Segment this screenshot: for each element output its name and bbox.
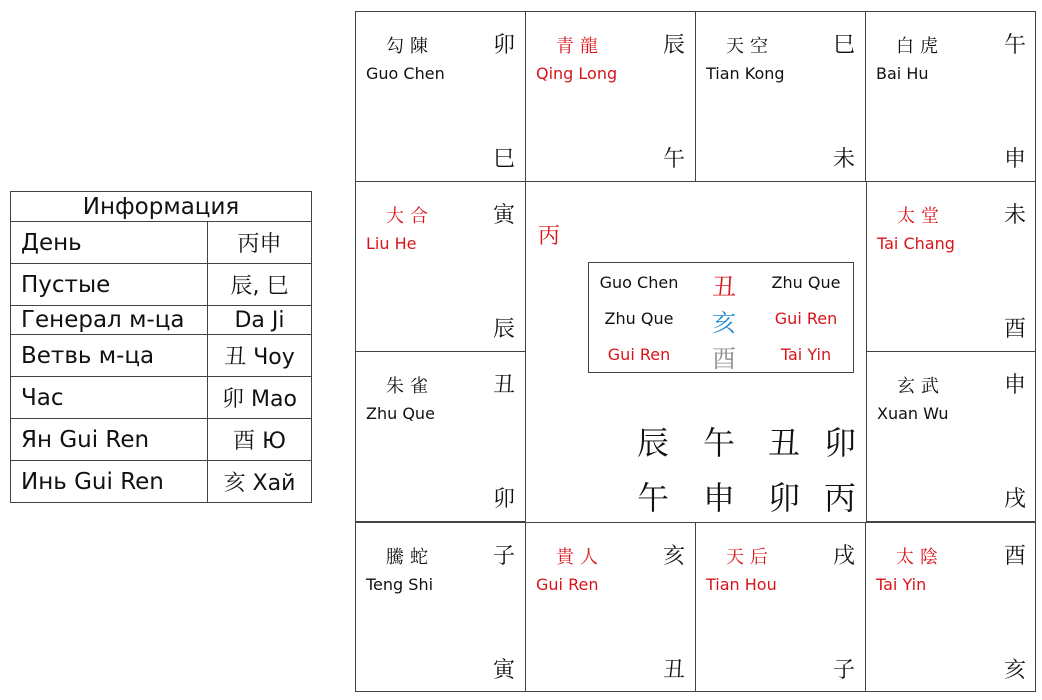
lesson-top-char: 午: [702, 424, 736, 462]
general-hanzi: 青龍: [556, 36, 604, 57]
general-hanzi: 玄武: [897, 376, 945, 397]
transmission-left: Gui Ren: [607, 345, 671, 364]
info-label: Ян Gui Ren: [11, 419, 208, 461]
earth-branch: 午: [662, 147, 685, 172]
info-value: 丙申: [208, 222, 312, 264]
info-row: [11, 335, 312, 377]
lesson-bottom-char: 丙: [823, 479, 857, 517]
heaven-branch: 戌: [832, 544, 855, 569]
earth-branch: 辰: [492, 317, 515, 342]
lesson-top-char: 丑: [767, 424, 801, 462]
heaven-branch: 酉: [1003, 544, 1026, 569]
general-pinyin: Tai Chang: [877, 234, 955, 253]
transmission-char: 丑: [712, 273, 736, 301]
info-label: Час: [11, 377, 208, 419]
earth-branch: 申: [1003, 147, 1026, 172]
info-value: 卯 Mao: [208, 377, 312, 419]
heaven-branch: 午: [1003, 33, 1026, 58]
general-pinyin: Qing Long: [536, 64, 618, 83]
info-value: 辰, 巳: [208, 264, 312, 306]
info-row: [11, 306, 312, 335]
general-hanzi: 白虎: [896, 36, 944, 57]
general-hanzi: 騰蛇: [386, 547, 434, 568]
lesson-bottom-char: 午: [636, 479, 670, 517]
palace-cell: [526, 12, 696, 182]
lesson-top-char: 辰: [636, 424, 670, 462]
board: [355, 11, 1036, 692]
info-header: Информация: [11, 192, 312, 222]
palace-cell: [356, 12, 526, 182]
lesson-bottom-char: 申: [702, 479, 736, 517]
general-pinyin: Tian Hou: [706, 575, 777, 594]
heaven-branch: 亥: [662, 544, 685, 569]
center-stem: 丙: [538, 224, 561, 249]
earth-branch: 酉: [1003, 317, 1026, 342]
general-hanzi: 貴人: [556, 547, 604, 568]
info-row: [11, 377, 312, 419]
palace-cell: [356, 182, 526, 352]
general-pinyin: Xuan Wu: [877, 404, 949, 423]
general-hanzi: 勾陳: [386, 36, 434, 57]
heaven-branch: 寅: [492, 203, 515, 228]
info-row: [11, 264, 312, 306]
general-hanzi: 大合: [386, 206, 434, 227]
palace-cell: [356, 522, 526, 692]
info-value: 酉 Ю: [208, 419, 312, 461]
general-pinyin: Gui Ren: [536, 575, 599, 594]
palace-cell: [696, 522, 866, 692]
earth-branch: 丑: [662, 658, 685, 683]
heaven-branch: 辰: [662, 33, 685, 58]
info-row: [11, 222, 312, 264]
transmission-right: Zhu Que: [771, 273, 841, 292]
palace-cell: [866, 352, 1036, 522]
general-hanzi: 太堂: [897, 206, 945, 227]
palace-cell: [866, 182, 1036, 352]
heaven-branch: 未: [1003, 203, 1026, 228]
info-label: Генерал м-ца: [11, 306, 208, 335]
transmission-right: Tai Yin: [780, 345, 832, 364]
palace-cell: [696, 12, 866, 182]
transmission-char: 亥: [712, 309, 736, 337]
general-pinyin: Zhu Que: [366, 404, 435, 423]
transmission-left: Guo Chen: [599, 273, 679, 292]
palace-cell: [356, 352, 526, 522]
transmissions-box: [588, 262, 854, 373]
general-pinyin: Liu He: [366, 234, 417, 253]
general-hanzi: 太陰: [896, 547, 944, 568]
heaven-branch: 丑: [492, 373, 515, 398]
info-header-row: [11, 192, 312, 222]
heaven-branch: 子: [492, 544, 515, 569]
general-hanzi: 天后: [726, 547, 774, 568]
earth-branch: 巳: [492, 147, 515, 172]
earth-branch: 卯: [492, 487, 515, 512]
palace-cell: [866, 522, 1036, 692]
earth-branch: 亥: [1003, 658, 1026, 683]
heaven-branch: 申: [1003, 373, 1026, 398]
info-value: 丑 Чоу: [208, 335, 312, 377]
info-value: Da Ji: [208, 306, 312, 335]
general-pinyin: Guo Chen: [366, 64, 445, 83]
palace-cell: [526, 522, 696, 692]
earth-branch: 戌: [1003, 487, 1026, 512]
transmission-left: Zhu Que: [604, 309, 674, 328]
earth-branch: 子: [832, 658, 855, 683]
general-hanzi: 天空: [726, 36, 774, 57]
transmission-char: 酉: [712, 345, 736, 373]
general-pinyin: Tian Kong: [706, 64, 785, 83]
heaven-branch: 卯: [492, 33, 515, 58]
heaven-branch: 巳: [832, 33, 855, 58]
lesson-top-char: 卯: [823, 424, 857, 462]
general-pinyin: Teng Shi: [366, 575, 434, 594]
info-row: [11, 419, 312, 461]
palace-cell: [866, 12, 1036, 182]
general-hanzi: 朱雀: [386, 376, 434, 397]
info-label: День: [11, 222, 208, 264]
info-table: [10, 191, 312, 503]
earth-branch: 未: [832, 147, 855, 172]
info-row: [11, 461, 312, 503]
info-label: Инь Gui Ren: [11, 461, 208, 503]
info-value: 亥 Хай: [208, 461, 312, 503]
general-pinyin: Tai Yin: [876, 575, 927, 594]
transmission-right: Gui Ren: [774, 309, 838, 328]
info-label: Ветвь м-ца: [11, 335, 208, 377]
general-pinyin: Bai Hu: [876, 64, 929, 83]
lesson-bottom-char: 卯: [767, 479, 801, 517]
earth-branch: 寅: [492, 658, 515, 683]
info-label: Пустые: [11, 264, 208, 306]
